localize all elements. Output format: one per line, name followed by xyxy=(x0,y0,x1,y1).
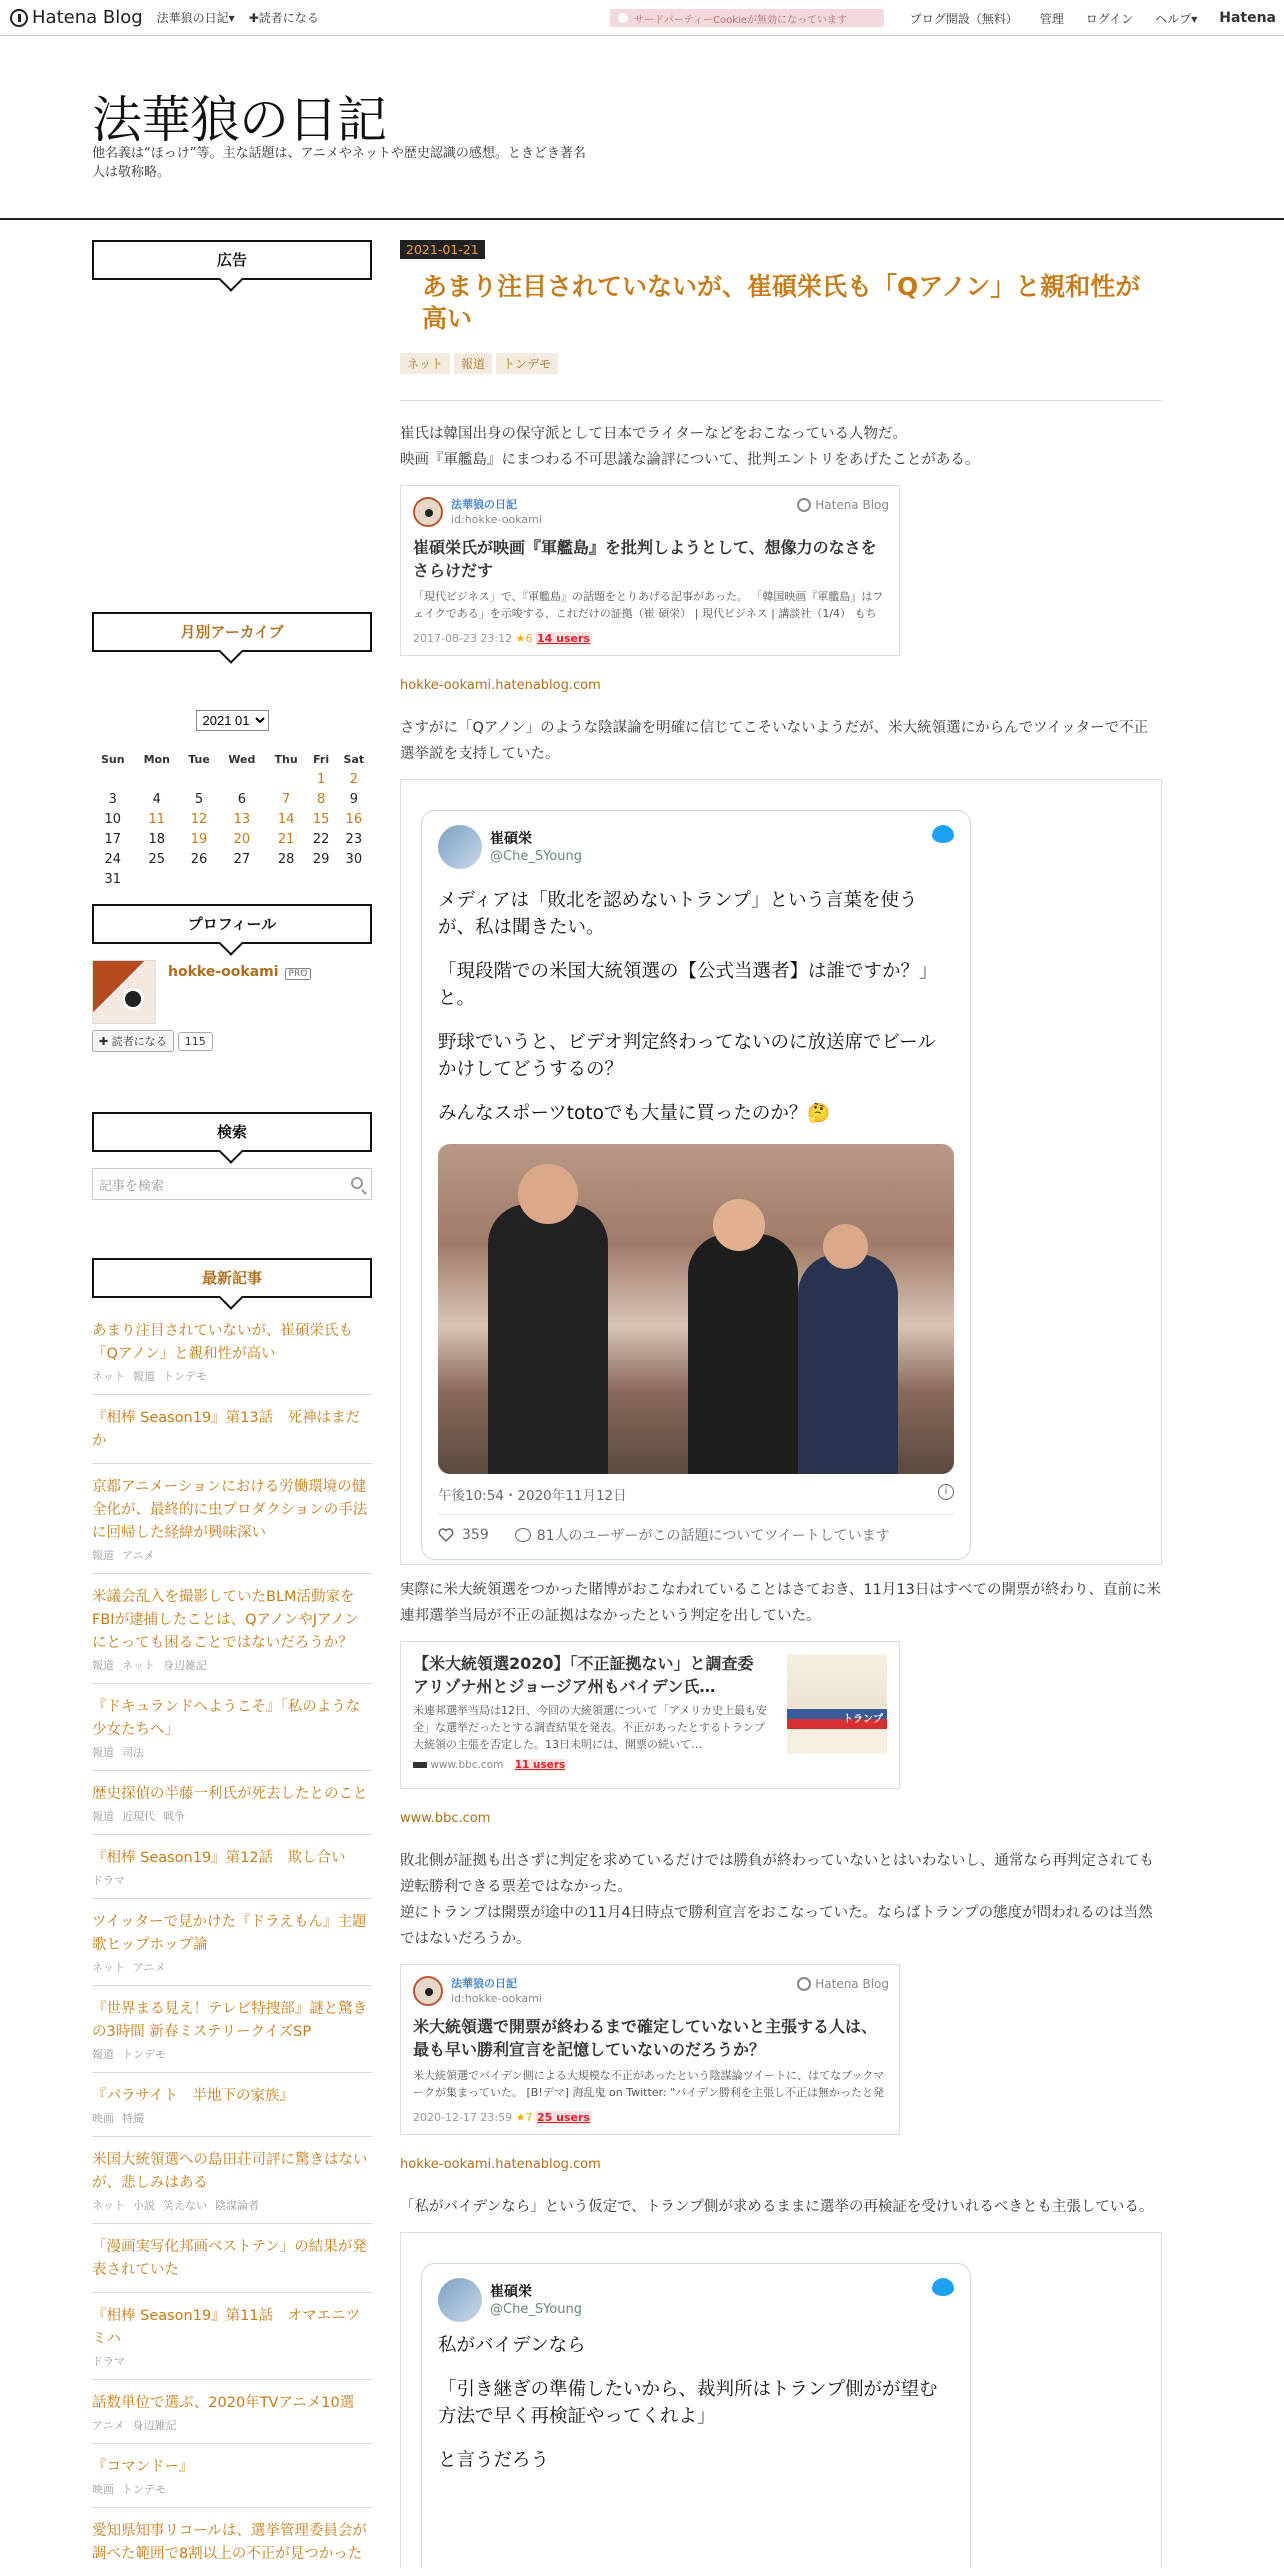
tweet-author-name[interactable]: 崔碩栄 xyxy=(490,2283,532,2300)
calendar-day[interactable]: 14 xyxy=(277,811,295,827)
calendar-day xyxy=(180,769,218,789)
source-link[interactable]: www.bbc.com xyxy=(400,1811,491,1826)
recent-entry-title[interactable]: 『コマンドー』 xyxy=(92,2459,194,2475)
embedded-tweet[interactable] xyxy=(421,2263,971,2568)
category-link[interactable]: 報道 xyxy=(92,1746,114,1759)
recent-entry-title[interactable]: 米国大統領選への島田荘司評に驚きはないが、悲しみはある xyxy=(92,2152,368,2191)
bookmark-users[interactable]: 14 users xyxy=(537,632,590,645)
hatena-blog-brand: Hatena Blog xyxy=(797,1977,889,1991)
category-link[interactable]: ネット xyxy=(92,1961,125,1974)
card-meta: 2017-08-23 23:12 ★6 14 users xyxy=(413,632,590,645)
calendar-day[interactable]: 8 xyxy=(316,791,326,807)
recent-entry[interactable] xyxy=(92,2236,372,2293)
recent-entry-title[interactable]: 『ドキュランドへようこそ』「私のような少女たちへ」 xyxy=(92,1699,361,1738)
category-link[interactable]: 小説 xyxy=(133,2199,155,2212)
calendar-day: 9 xyxy=(349,791,358,807)
recent-entry[interactable] xyxy=(92,1911,372,1986)
recent-entry-categories xyxy=(92,1808,372,1824)
tweet-avatar[interactable] xyxy=(438,2278,482,2322)
calendar-day: 31 xyxy=(104,871,122,887)
recent-entry-categories xyxy=(92,2046,372,2062)
blog-avatar-icon xyxy=(413,1976,443,2006)
calendar-day xyxy=(266,769,307,789)
calendar-day[interactable]: 2 xyxy=(349,771,358,787)
category-link[interactable]: トンデモ xyxy=(122,2483,166,2496)
calendar-day[interactable]: 1 xyxy=(316,771,326,787)
recent-entry-title[interactable]: あまり注目されていないが、崔碩栄氏も「Qアノン」と親和性が高い xyxy=(92,1323,353,1362)
calendar-weekday: Mon xyxy=(143,752,170,766)
sidebar xyxy=(92,240,372,2562)
archive-calendar xyxy=(92,710,372,889)
avatar[interactable] xyxy=(92,960,156,1024)
recent-entry-categories xyxy=(92,2481,372,2497)
calendar-day xyxy=(218,769,266,789)
start-blog-link[interactable]: ブログ開設（無料） xyxy=(909,11,1018,26)
calendar-day xyxy=(92,769,134,789)
calendar-day: 5 xyxy=(194,791,204,807)
global-right-menu xyxy=(910,0,1284,36)
recent-entry[interactable] xyxy=(92,1320,372,1395)
blog-menu[interactable]: 法華狼の日記▾ xyxy=(156,11,235,25)
category-link[interactable]: トンデモ xyxy=(122,2048,166,2061)
twitter-bird-icon[interactable] xyxy=(932,825,954,843)
blog-avatar-icon xyxy=(413,497,443,527)
star-icon[interactable]: ★7 xyxy=(515,2111,533,2124)
reply-summary[interactable]: 81人のユーザーがこの話題についてツイートしています xyxy=(536,1528,890,1544)
category-tag[interactable]: トンデモ xyxy=(496,353,558,374)
recent-entry[interactable] xyxy=(92,2456,372,2508)
calendar-day: 26 xyxy=(190,851,208,867)
recent-entry-title[interactable]: 『相棒 Season19』第11話 オマエニツミハ xyxy=(92,2308,361,2347)
recent-entry[interactable] xyxy=(92,2085,372,2137)
external-link-card[interactable] xyxy=(400,1641,900,1789)
calendar-day[interactable]: 15 xyxy=(312,811,330,827)
hatena-logo-icon xyxy=(797,498,811,512)
tweet-embed-frame xyxy=(400,2232,1162,2568)
category-tag[interactable]: 報道 xyxy=(454,353,492,374)
recent-entry[interactable] xyxy=(92,2392,372,2444)
category-link[interactable]: トンデモ xyxy=(163,1370,207,1383)
recent-entry[interactable] xyxy=(92,2520,372,2568)
category-link[interactable]: 笑えない xyxy=(163,2199,207,2212)
tweet-text: 私がバイデンなら 「引き継ぎの準備したいから、裁判所はトランプ側がが望む方法で早く再検証やってくれよ」 と言うだろう xyxy=(438,2335,938,2471)
calendar-day[interactable]: 19 xyxy=(190,831,208,847)
category-tag[interactable]: ネット xyxy=(400,353,450,374)
category-link[interactable]: 戦争 xyxy=(163,1810,185,1823)
calendar-table xyxy=(92,749,372,889)
entry-date[interactable]: 2021-01-21 xyxy=(400,240,485,259)
calendar-day: 18 xyxy=(148,831,166,847)
profile-widget-title: プロフィール xyxy=(92,904,372,944)
card-thumbnail[interactable]: トランプ xyxy=(787,1654,887,1754)
hatena-blog-brand: Hatena Blog xyxy=(797,498,889,512)
recent-entry[interactable] xyxy=(92,1783,372,1835)
recent-entry-title[interactable]: ツイッターで見かけた『ドラえもん』主題歌ヒップホップ論 xyxy=(92,1914,367,1953)
recent-widget-title: 最新記事 xyxy=(92,1258,372,1298)
card-title[interactable]: 崔碩栄氏が映画『軍艦島』を批判しようとして、想像力のなさをさらけだす xyxy=(413,538,877,580)
search-icon[interactable] xyxy=(351,1177,363,1189)
calendar-day: 10 xyxy=(104,811,122,827)
tweet-photo[interactable] xyxy=(438,1144,954,1474)
follower-count[interactable]: 115 xyxy=(178,1032,213,1051)
hatena-blog-logo[interactable]: Hatena Blog xyxy=(10,7,143,28)
category-link[interactable]: 映画 xyxy=(92,2112,114,2125)
hatena-global-bar xyxy=(0,0,1284,36)
card-summary: 「現代ビジネス」で、『軍艦島』の話題をとりあげる記事があった。 「韓国映画『軍艦島』はフェイクである」を示唆する、これだけの証拠（崔 碩栄） | 現代ビジネス | 講談社（1/4） もち xyxy=(413,590,884,620)
source-link[interactable]: hokke-ookami.hatenablog.com xyxy=(400,678,601,693)
recent-entry-categories xyxy=(92,1368,372,1384)
calendar-day xyxy=(134,769,180,789)
paragraph: 敗北側が証拠も出さずに判定を求めているだけでは勝負が終わっていないとはいわないし、通常なら再判定されても逆転勝利できる票差ではなかった。 逆にトランプは開票が途中の11月4日時点で勝利宣言をおこなっていた。ならばトランプの態度が問われるのは当然ではないだろうか。 xyxy=(400,1853,1154,1947)
calendar-day: 28 xyxy=(277,851,295,867)
calendar-day: 4 xyxy=(152,791,161,807)
category-link[interactable]: 身辺雑記 xyxy=(132,2419,177,2432)
calendar-day xyxy=(180,869,218,889)
calendar-day: 17 xyxy=(104,831,122,847)
calendar-day xyxy=(218,869,266,889)
category-link[interactable]: 報道 xyxy=(133,1370,155,1383)
calendar-day[interactable]: 13 xyxy=(233,811,251,827)
blog-title[interactable]: 法華狼の日記 xyxy=(92,91,386,149)
calendar-weekday: Fri xyxy=(313,752,330,766)
card-summary: 米連邦選挙当局は12日、今回の大統領選について「アメリカ史上最も安全」な選挙だったとする調査結果を発表。不正があったとするトランプ大統領の主張を否定した。13日未明には、開票の続いて… xyxy=(413,1704,768,1751)
bookmark-users[interactable]: 11 users xyxy=(514,1759,566,1771)
info-icon[interactable]: i xyxy=(938,1484,954,1500)
calendar-day[interactable]: 20 xyxy=(233,831,251,847)
admin-link[interactable]: 管理 xyxy=(1039,11,1064,26)
tweet-author-handle[interactable]: @Che_SYoung xyxy=(490,848,582,864)
calendar-weekday: Wed xyxy=(228,752,256,766)
recent-entry-categories xyxy=(92,2197,372,2213)
blog-header xyxy=(0,36,1284,220)
recent-entry[interactable] xyxy=(92,2305,372,2380)
tweet-author-name[interactable]: 崔碩栄 xyxy=(490,830,532,847)
entry-categories xyxy=(400,353,1162,374)
recent-entry-title[interactable]: 歴史探偵の半藤一利氏が死去したとのこと xyxy=(92,1786,368,1802)
recent-entry-title[interactable]: 『世界まる見え！テレビ特捜部』謎と驚きの3時間 新春ミステリークイズSP xyxy=(92,2001,368,2040)
calendar-day: 6 xyxy=(237,791,246,807)
category-link[interactable]: ネット xyxy=(92,1370,125,1383)
recent-entry[interactable] xyxy=(92,1586,372,1684)
tweet-avatar[interactable] xyxy=(438,825,482,869)
calendar-day[interactable]: 11 xyxy=(148,811,166,827)
calendar-day: 24 xyxy=(104,851,122,867)
calendar-weekday: Thu xyxy=(274,752,298,766)
recent-entry-title[interactable]: 米議会乱入を撮影していたBLM活動家をFBIが逮捕したことは、QアノンやJアノンにとっても困ることではないだろうか？ xyxy=(92,1589,359,1651)
hatena-link[interactable]: Hatena xyxy=(1219,10,1276,26)
profile-widget xyxy=(92,904,372,1052)
category-link[interactable]: 報道 xyxy=(92,2048,114,2061)
recent-entry[interactable] xyxy=(92,2149,372,2224)
recent-entry-categories xyxy=(92,2417,372,2433)
search-widget xyxy=(92,1112,372,1200)
blog-card[interactable]: 法華狼の日記 id:hokke-ookami Hatena Blog 米大統領選で開票が終わるまで確定していないと主張する人は、最も早い勝利宣言を記憶していないのだろうか？ 米大統領選でバイデン側による大規模な不正があったという陰謀論ツイートに、はてなブックマークが集まっていた。 [B!デマ] 海乱鬼 on Twitter: "バイデン勝利を主張し不正は無かったと発 2020-12-17 23:59 ★7 25 users xyxy=(400,1964,900,2135)
recent-entry-categories xyxy=(92,2110,372,2126)
recent-entry-categories xyxy=(92,1744,372,1760)
help-menu[interactable]: ヘルプ▾ xyxy=(1155,11,1198,26)
recent-entry-title[interactable]: 京都アニメーションにおける労働環境の健全化が、最終的に虫プロダクションの手法に回帰した経緯が興味深い xyxy=(92,1479,368,1541)
heart-icon[interactable] xyxy=(438,1528,454,1542)
reply-icon[interactable] xyxy=(515,1528,531,1542)
card-summary: 米大統領選でバイデン側による大規模な不正があったという陰謀論ツイートに、はてなブックマークが集まっていた。 [B!デマ] 海乱鬼 on Twitter: "バイデン勝利を主張し不正は無かったと発 xyxy=(413,2069,885,2099)
embedded-tweet[interactable] xyxy=(421,810,971,1560)
recent-entry-title[interactable]: 話数単位で選ぶ、2020年TVアニメ10選 xyxy=(92,2395,355,2411)
tweet-embed-frame xyxy=(400,779,1162,1565)
recent-entry[interactable] xyxy=(92,1847,372,1899)
cookie-notice[interactable]: サードパーティーCookieが無効になっています xyxy=(610,9,884,27)
recent-entry-title[interactable]: 「漫画実写化邦画ベストテン」の結果が発表されていた xyxy=(92,2239,367,2278)
pro-badge: PRO xyxy=(285,968,312,980)
profile-name[interactable]: hokke-ookami xyxy=(168,964,279,980)
calendar-weekday: Tue xyxy=(188,752,210,766)
calendar-day: 29 xyxy=(312,851,330,867)
paragraph: さすがに「Qアノン」のような陰謀論を明確に信じてこそいないようだが、米大統領選にからんでツイッターで不正選挙説を支持していた。 xyxy=(400,720,1149,762)
category-link[interactable]: 映画 xyxy=(92,2483,114,2496)
recent-entry-categories xyxy=(92,1657,372,1673)
category-link[interactable]: 報道 xyxy=(92,1810,114,1823)
follow-button[interactable]: ✚ 読者になる xyxy=(92,1030,174,1052)
calendar-day[interactable]: 7 xyxy=(281,791,291,807)
recent-entry-title[interactable]: 『相棒 Season19』第12話 欺し合い xyxy=(92,1850,346,1866)
category-link[interactable]: アニメ xyxy=(92,2419,125,2432)
tweet-text: メディアは「敗北を認めないトランプ」という言葉を使うが、私は聞きたい。 「現段階での米国大統領選の【公式当選者】は誰ですか？」と。 野球でいうと、ビデオ判定終わってないのに放送席でビールかけしてどうするの？ みんなスポーツtotoでも大量に買ったのか？🤔 xyxy=(438,890,938,1124)
recent-entry[interactable] xyxy=(92,1407,372,1464)
bookmark-users[interactable]: 25 users xyxy=(537,2111,590,2124)
calendar-weekday: Sun xyxy=(100,752,125,766)
paragraph: 崔氏は韓国出身の保守派として日本でライターなどをおこなっている人物だ。 映画『軍艦島』にまつわる不可思議な論評について、批判エントリをあげたことがある。 xyxy=(400,426,980,468)
login-link[interactable]: ログイン xyxy=(1085,11,1134,26)
recent-entry-categories xyxy=(92,2353,372,2369)
tweet-timestamp[interactable]: 午後10:54・2020年11月12日 i xyxy=(438,1484,954,1515)
calendar-day: 25 xyxy=(148,851,166,867)
search-widget-title: 検索 xyxy=(92,1112,372,1152)
recent-entry-categories xyxy=(92,1959,372,1975)
tweet-author-handle[interactable]: @Che_SYoung xyxy=(490,2301,582,2317)
subscribe-link[interactable]: ✚読者になる xyxy=(248,11,319,25)
category-link[interactable]: 報道 xyxy=(92,1549,114,1562)
entry-divider xyxy=(400,400,1162,401)
recent-entry-categories xyxy=(92,1547,372,1563)
card-meta: www.bbc.com 11 users xyxy=(413,1759,887,1771)
bbc-favicon-icon xyxy=(413,1762,427,1768)
category-link[interactable]: 司法 xyxy=(122,1746,144,1759)
recent-entries-list xyxy=(92,1320,372,2568)
card-title[interactable]: 米大統領選で開票が終わるまで確定していないと主張する人は、最も早い勝利宣言を記憶していないのだろうか？ xyxy=(413,2017,878,2059)
cookie-toggle-icon xyxy=(618,13,628,23)
category-link[interactable]: 報道 xyxy=(92,1659,114,1672)
recent-widget xyxy=(92,1258,372,1298)
archive-widget-title: 月別アーカイブ xyxy=(92,612,372,652)
card-title[interactable]: 【米大統領選2020】「不正証拠ない」と調査委 アリゾナ州とジョージア州もバイデン氏… xyxy=(413,1654,770,1696)
recent-entry[interactable] xyxy=(92,1696,372,1771)
calendar-day[interactable]: 16 xyxy=(345,811,363,827)
recent-entry-title[interactable]: 『相棒 Season19』第13話 死神はまだか xyxy=(92,1410,361,1449)
calendar-weekday: Sat xyxy=(343,752,365,766)
ad-widget-title: 広告 xyxy=(92,240,372,280)
recent-entry-title[interactable]: 愛知県知事リコールは、選挙管理委員会が調べた範囲で8割以上の不正が見つかった xyxy=(92,2523,367,2562)
category-link[interactable]: アニメ xyxy=(133,1961,166,1974)
card-meta: 2020-12-17 23:59 ★7 25 users xyxy=(413,2111,590,2124)
tweet-actions xyxy=(438,1525,954,1545)
archive-month-select[interactable] xyxy=(196,710,269,731)
paragraph: 「私がバイデンなら」という仮定で、トランプ側が求めるままに選挙の再検証を受けいれるべきとも主張している。 xyxy=(400,2199,1154,2215)
paragraph: 実際に米大統領選をつかった賭博がおこなわれていることはさておき、11月13日はすべての開票が終わり、直前に米連邦選挙当局が不正の証拠はなかったという判定を出していた。 xyxy=(400,1582,1162,1624)
category-link[interactable]: アニメ xyxy=(122,1549,155,1562)
hatena-logo-icon xyxy=(10,9,28,27)
twitter-bird-icon[interactable] xyxy=(932,2278,954,2296)
calendar-day xyxy=(134,869,180,889)
category-link[interactable]: ドラマ xyxy=(92,2355,125,2368)
calendar-day xyxy=(307,869,336,889)
category-link[interactable]: 陰謀論者 xyxy=(215,2199,259,2212)
calendar-day[interactable]: 12 xyxy=(190,811,208,827)
star-icon[interactable]: ★6 xyxy=(515,632,533,645)
calendar-day xyxy=(336,869,372,889)
category-link[interactable]: ネット xyxy=(122,1659,155,1672)
recent-entry[interactable] xyxy=(92,1476,372,1574)
recent-entry-categories xyxy=(92,1872,372,1888)
entry xyxy=(400,240,1162,2568)
calendar-day xyxy=(266,869,307,889)
archive-widget xyxy=(92,612,372,652)
blog-description: 他名義は“ほっけ”等。主な話題は、アニメやネットや歴史認識の感想。ときどき著名人は敬称略。 xyxy=(92,146,586,180)
calendar-day: 23 xyxy=(345,831,363,847)
category-link[interactable]: ドラマ xyxy=(92,1874,125,1887)
calendar-day: 22 xyxy=(312,831,330,847)
calendar-day: 30 xyxy=(345,851,363,867)
hatena-logo-icon xyxy=(797,1977,811,1991)
calendar-day: 27 xyxy=(233,851,251,867)
search-input[interactable]: 記事を検索 xyxy=(92,1168,372,1200)
calendar-day: 3 xyxy=(108,791,117,807)
category-link[interactable]: 身辺雑記 xyxy=(163,1659,207,1672)
entry-title[interactable]: あまり注目されていないが、崔碩栄氏も「Qアノン」と親和性が高い xyxy=(422,272,1141,333)
calendar-day[interactable]: 21 xyxy=(277,831,295,847)
category-link[interactable]: 近現代 xyxy=(122,1810,155,1823)
category-link[interactable]: 特撮 xyxy=(122,2112,144,2125)
recent-entry[interactable] xyxy=(92,1998,372,2073)
category-link[interactable]: ネット xyxy=(92,2199,125,2212)
blog-card[interactable]: 法華狼の日記 id:hokke-ookami Hatena Blog 崔碩栄氏が映画『軍艦島』を批判しようとして、想像力のなさをさらけだす 「現代ビジネス」で、『軍艦島』の話題をとりあげる記事があった。 「韓国映画『軍艦島』はフェイクである」を示唆する、これだけの証拠（崔 碩栄） | 現代ビジネス | 講談社（1/4） もち 2017-08-23 23:12 ★6 14 users xyxy=(400,485,900,656)
source-link[interactable]: hokke-ookami.hatenablog.com xyxy=(400,2157,601,2172)
like-count[interactable]: 359 xyxy=(462,1527,489,1543)
recent-entry-title[interactable]: 『パラサイト 半地下の家族』 xyxy=(92,2088,294,2104)
